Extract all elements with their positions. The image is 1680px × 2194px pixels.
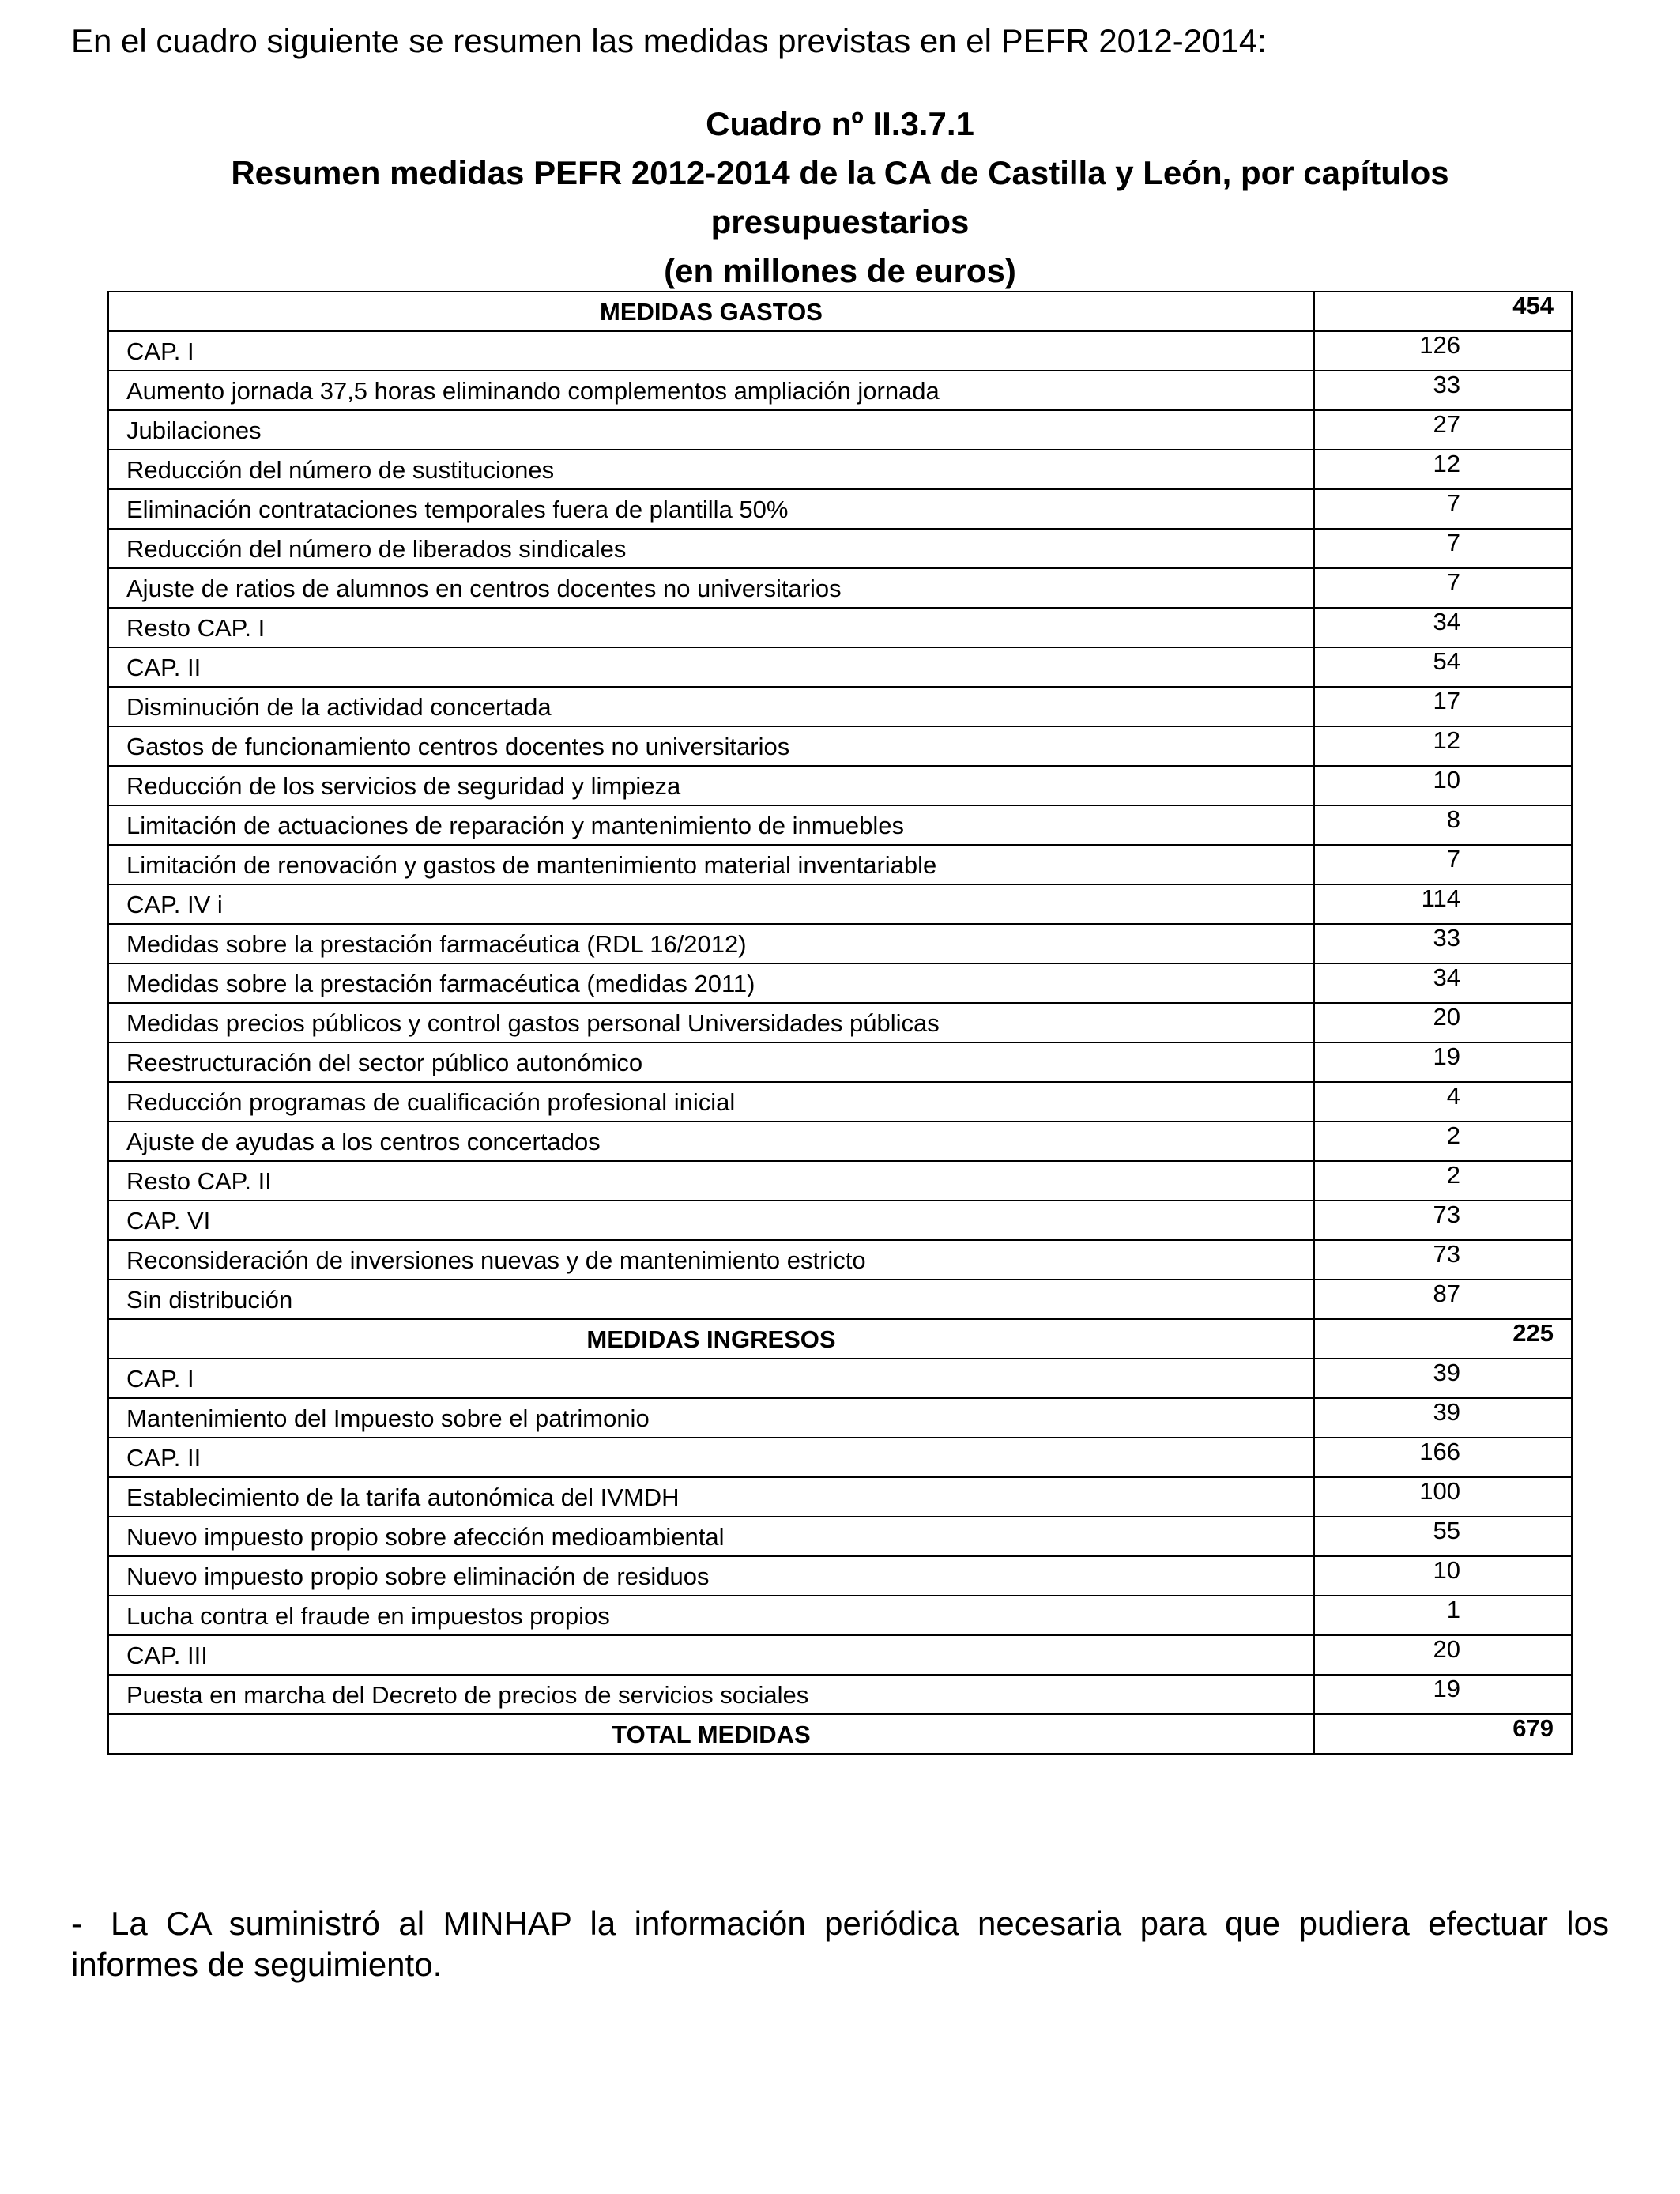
row-label: CAP. I [108, 1359, 1314, 1398]
section-value: 454 [1314, 292, 1572, 331]
row-value: 33 [1314, 924, 1572, 963]
row-label: Reconsideración de inversiones nuevas y de mantenimiento estricto [108, 1240, 1314, 1280]
row-label: Reducción del número de liberados sindicales [108, 529, 1314, 568]
table-row [108, 1003, 1572, 1042]
row-value: 73 [1314, 1240, 1572, 1280]
table-title-line1: Resumen medidas PEFR 2012-2014 de la CA de Castilla y León, por capítulos [231, 154, 1449, 191]
table-row [108, 1635, 1572, 1675]
table-row [108, 845, 1572, 884]
row-value: 34 [1314, 963, 1572, 1003]
table-row [108, 766, 1572, 805]
row-value: 10 [1314, 766, 1572, 805]
row-label: Resto CAP. I [108, 608, 1314, 647]
row-value: 7 [1314, 529, 1572, 568]
table-number: Cuadro nº II.3.7.1 [706, 105, 974, 142]
table-row [108, 1201, 1572, 1240]
table-row [108, 1556, 1572, 1596]
row-value: 33 [1314, 371, 1572, 410]
table-row [108, 1675, 1572, 1714]
row-value: 12 [1314, 726, 1572, 766]
table-row [108, 1517, 1572, 1556]
section-label: MEDIDAS GASTOS [108, 292, 1314, 331]
table-row [108, 608, 1572, 647]
row-value: 100 [1314, 1477, 1572, 1517]
table-row [108, 489, 1572, 529]
table-row [108, 1280, 1572, 1319]
row-value: 73 [1314, 1201, 1572, 1240]
table-row [108, 1398, 1572, 1438]
row-label: Lucha contra el fraude en impuestos propios [108, 1596, 1314, 1635]
table-row [108, 687, 1572, 726]
section-header-ingresos [108, 1319, 1572, 1359]
intro-paragraph: En el cuadro siguiente se resumen las medidas previstas en el PEFR 2012-2014: [71, 22, 1267, 59]
row-label: Establecimiento de la tarifa autonómica del IVMDH [108, 1477, 1314, 1517]
row-label: CAP. II [108, 1438, 1314, 1477]
table-row [108, 924, 1572, 963]
table-row [108, 1359, 1572, 1398]
section-label: MEDIDAS INGRESOS [108, 1319, 1314, 1359]
table-row [108, 1122, 1572, 1161]
table-row [108, 963, 1572, 1003]
row-value: 39 [1314, 1359, 1572, 1398]
row-label: Mantenimiento del Impuesto sobre el patrimonio [108, 1398, 1314, 1438]
row-value: 20 [1314, 1003, 1572, 1042]
row-label: Medidas sobre la prestación farmacéutica (RDL 16/2012) [108, 924, 1314, 963]
row-label: Gastos de funcionamiento centros docentes no universitarios [108, 726, 1314, 766]
table-row [108, 1596, 1572, 1635]
row-label: Jubilaciones [108, 410, 1314, 450]
table-row [108, 1240, 1572, 1280]
row-value: 19 [1314, 1675, 1572, 1714]
row-label: Medidas precios públicos y control gastos personal Universidades públicas [108, 1003, 1314, 1042]
row-value: 27 [1314, 410, 1572, 450]
table-row [108, 647, 1572, 687]
row-label: Disminución de la actividad concertada [108, 687, 1314, 726]
total-row [108, 1714, 1572, 1754]
bullet-dash: - [71, 1905, 82, 1942]
row-value: 54 [1314, 647, 1572, 687]
row-label: Nuevo impuesto propio sobre afección medioambiental [108, 1517, 1314, 1556]
table-row [108, 1438, 1572, 1477]
row-value: 20 [1314, 1635, 1572, 1675]
row-label: Sin distribución [108, 1280, 1314, 1319]
row-value: 39 [1314, 1398, 1572, 1438]
row-label: Reducción del número de sustituciones [108, 450, 1314, 489]
row-label: Ajuste de ratios de alumnos en centros docentes no universitarios [108, 568, 1314, 608]
row-label: Puesta en marcha del Decreto de precios de servicios sociales [108, 1675, 1314, 1714]
row-label: Aumento jornada 37,5 horas eliminando complementos ampliación jornada [108, 371, 1314, 410]
row-value: 7 [1314, 568, 1572, 608]
table-row [108, 884, 1572, 924]
total-label: TOTAL MEDIDAS [108, 1714, 1314, 1754]
table-row [108, 331, 1572, 371]
table-row [108, 805, 1572, 845]
table-row [108, 568, 1572, 608]
closing-paragraph [71, 1903, 1609, 1985]
table-row [108, 450, 1572, 489]
section-header-gastos [108, 292, 1572, 331]
table-row [108, 371, 1572, 410]
table-row [108, 1082, 1572, 1122]
row-value: 166 [1314, 1438, 1572, 1477]
row-value: 2 [1314, 1122, 1572, 1161]
table-row [108, 1042, 1572, 1082]
table-row [108, 529, 1572, 568]
row-value: 34 [1314, 608, 1572, 647]
row-value: 4 [1314, 1082, 1572, 1122]
row-label: Reducción de los servicios de seguridad y limpieza [108, 766, 1314, 805]
row-value: 114 [1314, 884, 1572, 924]
closing-text: La CA suministró al MINHAP la información periódica necesaria para que pudiera efectuar los informes de seguimiento. [71, 1905, 1609, 1983]
table-units: (en millones de euros) [664, 252, 1016, 289]
table-row [108, 1477, 1572, 1517]
row-value: 1 [1314, 1596, 1572, 1635]
section-value: 225 [1314, 1319, 1572, 1359]
row-label: CAP. II [108, 647, 1314, 687]
row-label: CAP. I [108, 331, 1314, 371]
row-value: 126 [1314, 331, 1572, 371]
row-value: 87 [1314, 1280, 1572, 1319]
row-value: 7 [1314, 489, 1572, 529]
row-label: Eliminación contrataciones temporales fuera de plantilla 50% [108, 489, 1314, 529]
row-value: 17 [1314, 687, 1572, 726]
row-value: 55 [1314, 1517, 1572, 1556]
row-value: 12 [1314, 450, 1572, 489]
row-label: CAP. IV i [108, 884, 1314, 924]
table-row [108, 410, 1572, 450]
total-value: 679 [1314, 1714, 1572, 1754]
table-row [108, 726, 1572, 766]
row-value: 10 [1314, 1556, 1572, 1596]
table-title-line2: presupuestarios [710, 203, 970, 240]
row-label: Nuevo impuesto propio sobre eliminación de residuos [108, 1556, 1314, 1596]
row-label: Medidas sobre la prestación farmacéutica (medidas 2011) [108, 963, 1314, 1003]
row-value: 7 [1314, 845, 1572, 884]
row-label: CAP. VI [108, 1201, 1314, 1240]
row-label: Reducción programas de cualificación profesional inicial [108, 1082, 1314, 1122]
table-row [108, 1161, 1572, 1201]
row-label: Limitación de renovación y gastos de mantenimiento material inventariable [108, 845, 1314, 884]
measures-table-body [108, 292, 1572, 1754]
row-value: 19 [1314, 1042, 1572, 1082]
row-label: Resto CAP. II [108, 1161, 1314, 1201]
row-value: 2 [1314, 1161, 1572, 1201]
row-label: CAP. III [108, 1635, 1314, 1675]
table-heading [0, 100, 1680, 296]
measures-table [107, 291, 1573, 1755]
row-value: 8 [1314, 805, 1572, 845]
row-label: Ajuste de ayudas a los centros concertados [108, 1122, 1314, 1161]
row-label: Limitación de actuaciones de reparación y mantenimiento de inmuebles [108, 805, 1314, 845]
row-label: Reestructuración del sector público autonómico [108, 1042, 1314, 1082]
